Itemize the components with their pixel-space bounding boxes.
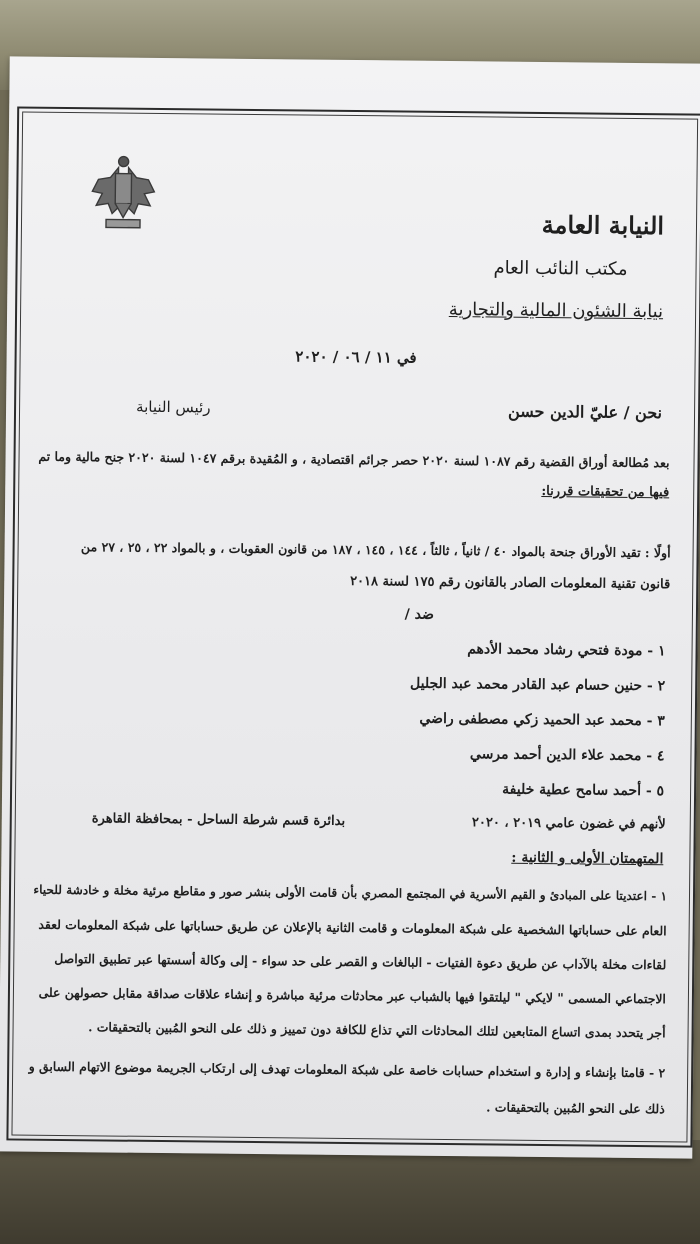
charge-line: الاجتماعي المسمى " لايكي " ليلتقوا فيها بالشباب عبر محادثات مرئية مباشرة و إنشاء علاقات صداقة مقابل حصولهن على xyxy=(38,984,666,1007)
accused-item: ٣ - محمد عبد الحميد زكي مصطفى راضي xyxy=(419,710,665,730)
charge-line: ذلك على النحو المُبين بالتحقيقات . xyxy=(486,1099,665,1117)
department-name: نيابة الشئون المالية والتجارية xyxy=(448,299,664,323)
charge-line: ١ - اعتديتا على المبادئ و القيم الأسرية في المجتمع المصري بأن قامت الأولى بنشر صور و مقاطع مرئية مخلة و خادشة للحياء xyxy=(33,882,668,904)
charge-line: العام على حساباتها الشخصية على شبكة المعلومات و قامت الثانية بالإعلان عن طريق حساباتها على شبكة المعلومات لعقد xyxy=(38,916,667,939)
charge-line: أجر يتحدد بمدى اتساع المتابعين لتلك المحادثات التي تذاع للكافة دون تمييز و ذلك على النحو المُبين بالتحقيقات . xyxy=(88,1019,666,1041)
accused-item: ٢ - حنين حسام عبد القادر محمد عبد الجليل xyxy=(409,675,666,695)
time-period: لأنهم في غضون عامي ٢٠١٩ ، ٢٠٢٠ xyxy=(471,815,666,833)
accused-item: ٤ - محمد علاء الدين أحمد مرسي xyxy=(469,746,665,765)
document-date: في ١١ / ٠٦ / ٢٠٢٠ xyxy=(295,347,417,367)
office-title: النيابة العامة xyxy=(541,209,665,241)
document-sheet xyxy=(0,56,700,1158)
charge-line: لقاءات مخلة بالآداب عن طريق دعوة الفتيات - البالغات و القصر على حد سواء - إلى وكالة أسستها عبر تطبيق التواصل xyxy=(54,950,667,973)
decision-line-1: أولًا : تقيد الأوراق جنحة بالمواد ٤٠ / ثانياً ، ثالثاً ، ١٤٤ ، ١٤٥ ، ١٨٧ من قانون العقوبات ، و بالمواد ٢٢ ، ٢٥ ، ٢٧ من xyxy=(80,539,671,561)
against-label: ضد / xyxy=(404,606,435,623)
intro-line-1: بعد مُطالعة أوراق القضية رقم ١٠٨٧ لسنة ٢٠٢٠ حصر جرائم اقتصادية ، و المُقيدة برقم ١٠٤٧ لسنة ٢٠٢٠ جنح مالية وما تم xyxy=(38,448,670,471)
prosecutor-name: نحن / عليّ الدين حسن xyxy=(507,401,663,423)
police-station: بدائرة قسم شرطة الساحل - بمحافظة القاهرة xyxy=(91,811,346,829)
prosecutor-title: رئيس النيابة xyxy=(135,397,211,417)
intro-line-2: فيها من تحقيقات قررنا: xyxy=(541,483,670,501)
office-subtitle: مكتب النائب العام xyxy=(493,257,628,280)
accused-item: ١ - مودة فتحي رشاد محمد الأدهم xyxy=(467,641,666,660)
decision-line-2: قانون تقنية المعلومات الصادر بالقانون رقم ١٧٥ لسنة ٢٠١٨ xyxy=(350,573,671,593)
accused-item: ٥ - أحمد سامح عطية خليفة xyxy=(502,781,665,800)
document-content xyxy=(19,127,689,1134)
charges-heading: المتهمتان الأولى و الثانية : xyxy=(511,849,664,868)
charge-line: ٢ - قامتا بإنشاء و إدارة و استخدام حسابات خاصة على شبكة المعلومات تهدف إلى ارتكاب الجريمة موضوع الاتهام السابق و xyxy=(28,1058,666,1081)
